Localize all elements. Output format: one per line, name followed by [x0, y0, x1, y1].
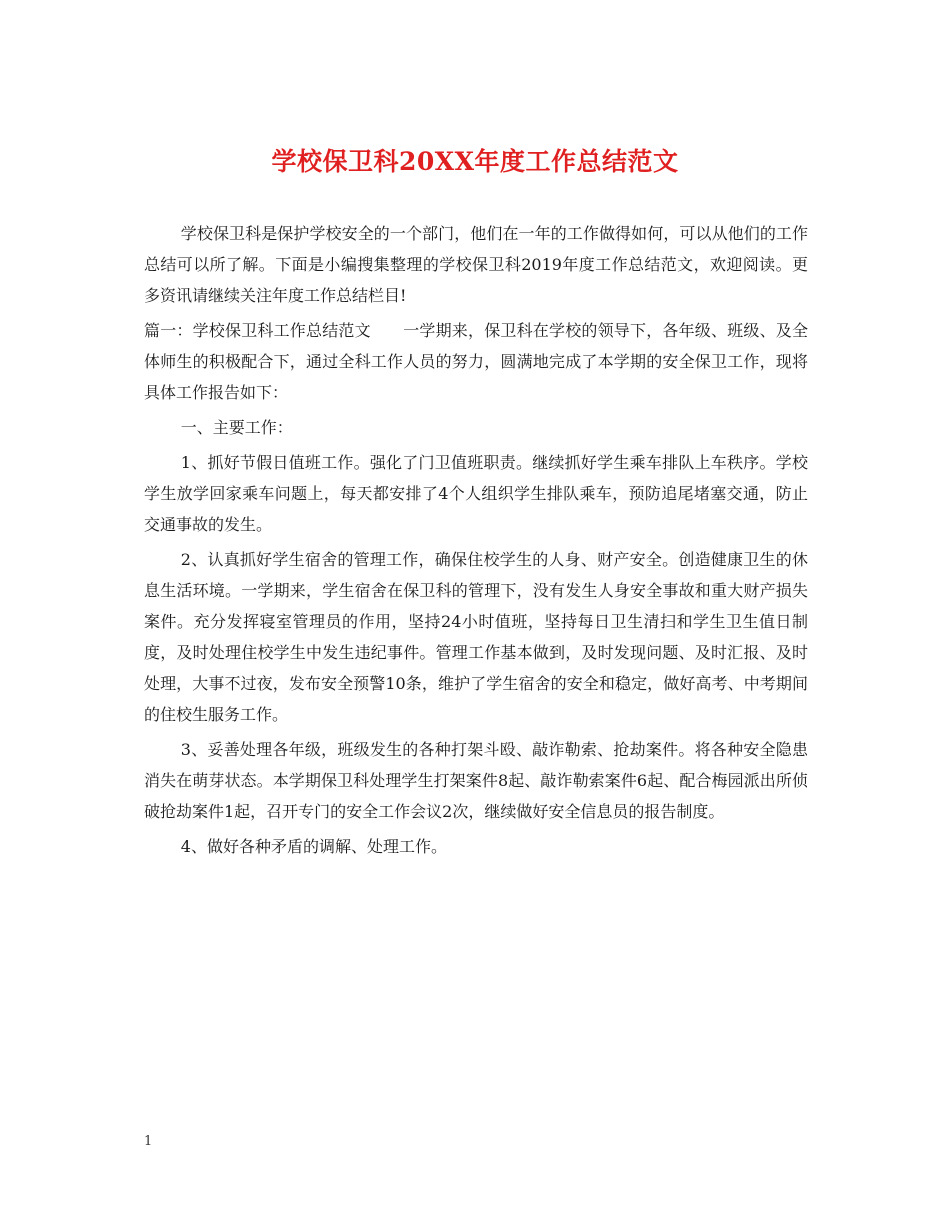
paragraph-item-3: 3、妥善处理各年级，班级发生的各种打架斗殴、敲诈勒索、抢劫案件。将各种安全隐患消失在萌芽状态。本学期保卫科处理学生打架案件8起、敲诈勒索案件6起、配合梅园派出所侦破抢劫案件1起，召开专门的安全工作会议2次，继续做好安全信息员的报告制度。 [144, 740, 808, 821]
paragraph-item-4: 4、做好各种矛盾的调解、处理工作。 [180, 837, 447, 856]
paragraph-item-2: 2、认真抓好学生宿舍的管理工作，确保住校学生的人身、财产安全。创造健康卫生的休息生活环境。一学期来，学生宿舍在保卫科的管理下，没有发生人身安全事故和重大财产损失案件。充分发挥寝室管理员的作用，坚持24小时值班，坚持每日卫生清扫和学生卫生值日制度，及时处理住校学生中发生违纪事件。管理工作基本做到，及时发现问题、及时汇报、及时处理，大事不过夜，发布安全预警10条，维护了学生宿舍的安全和稳定，做好高考、中考期间的住校生服务工作。 [144, 550, 808, 724]
paragraph-chapter-one: 篇一：学校保卫科工作总结范文 一学期来，保卫科在学校的领导下，各年级、班级、及全体师生的积极配合下，通过全科工作人员的努力，圆满地完成了本学期的安全保卫工作，现将具体工作报告如下： [144, 321, 808, 402]
paragraph-item-1: 1、抓好节假日值班工作。强化了门卫值班职责。继续抓好学生乘车排队上车秩序。学校学生放学回家乘车问题上，每天都安排了4个人组织学生排队乘车，预防追尾堵塞交通，防止交通事故的发生。 [144, 453, 808, 534]
page-number: 1 [144, 1134, 153, 1149]
document-title: 学校保卫科20XX年度工作总结范文 [271, 147, 679, 176]
paragraph-intro: 学校保卫科是保护学校安全的一个部门，他们在一年的工作做得如何，可以从他们的工作总结可以所了解。下面是小编搜集整理的学校保卫科2019年度工作总结范文，欢迎阅读。更多资讯请继续关注年度工作总结栏目! [144, 224, 808, 305]
document-body [144, 218, 808, 866]
heading-main-work: 一、主要工作： [180, 418, 293, 437]
